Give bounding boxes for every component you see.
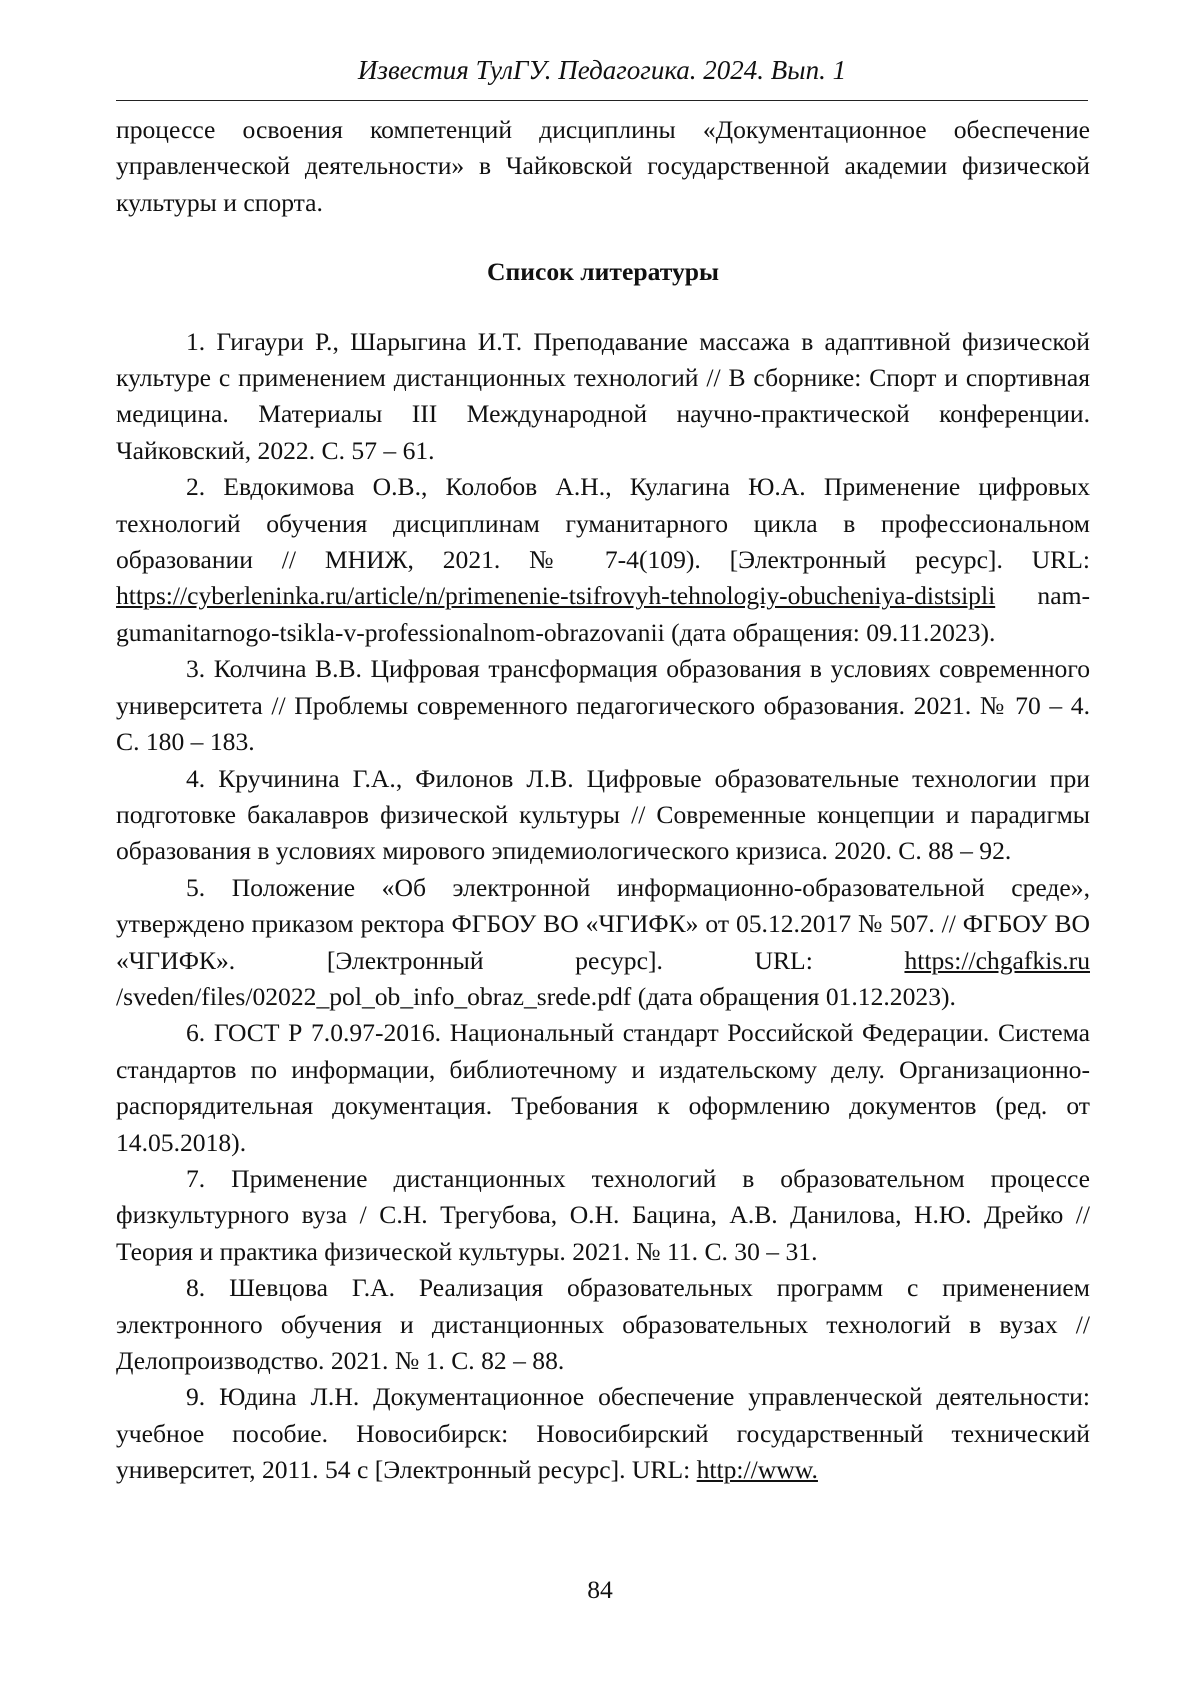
- reference-text: 7. Применение дистанционных технологий в образовательном процессе физкультурного вуза / С.Н. Трегубова, О.Н. Бацина, А.В. Данилова, Н.Ю. Дрейко // Теория и практика физической культуры. 2021. № 11. С. 30 – 31.: [116, 1163, 1090, 1266]
- reference-text: 9. Юдина Л.Н. Документационное обеспечение управленческой деятельности: учебное пособие. Новосибирск: Новосибирский государственный технический университет, 2011. 54 с [Электронный ресурс]. URL:: [116, 1382, 1090, 1485]
- reference-text-after: /sveden/files/02022_pol_ob_info_obraz_srede.pdf (дата обращения 01.12.2023).: [116, 981, 956, 1011]
- header-rule: [116, 100, 1088, 101]
- reference-link[interactable]: http://www.: [696, 1455, 818, 1485]
- reference-link[interactable]: https://chgafkis.ru: [904, 945, 1090, 975]
- reference-text-after: nam-gumanitarnogo-tsikla-v-professionalnom-obrazovanii (дата обращения: 09.11.2023).: [116, 581, 1090, 647]
- reference-text: 4. Кручинина Г.А., Филонов Л.В. Цифровые образовательные технологии при подготовке бакалавров физической культуры // Современные концепции и парадигмы образования в условиях мирового эпидемиологического кризиса. 2020. С. 88 – 92.: [116, 763, 1090, 866]
- reference-item-2: [116, 469, 1090, 651]
- reference-text: 2. Евдокимова О.В., Колобов А.Н., Кулагина Ю.А. Применение цифровых технологий обучения дисциплинам гуманитарного цикла в профессиональном образовании // МНИЖ, 2021. № 7-4(109). [Электронный ресурс]. URL:: [116, 472, 1090, 575]
- reference-text: 3. Колчина В.В. Цифровая трансформация образования в условиях современного университета // Проблемы современного педагогического образования. 2021. № 70 – 4. С. 180 – 183.: [116, 654, 1090, 757]
- reference-item-9: [116, 1379, 1090, 1488]
- reference-item-1: [116, 324, 1090, 470]
- reference-text: 6. ГОСТ Р 7.0.97-2016. Национальный стандарт Российской Федерации. Система стандартов по информации, библиотечному и издательскому делу. Организационно-распорядительная документация. Требования к оформлению документов (ред. от 14.05.2018).: [116, 1018, 1090, 1157]
- reference-item-7: [116, 1161, 1090, 1270]
- running-header: Известия ТулГУ. Педагогика. 2024. Вып. 1: [357, 55, 847, 85]
- reference-link[interactable]: https://cyberleninka.ru/article/n/primenenie-tsifrovyh-tehnologiy-obucheniya-distsipli: [116, 581, 996, 611]
- reference-text: 1. Гигаури Р., Шарыгина И.Т. Преподавание массажа в адаптивной физической культуре с применением дистанционных технологий // В сборнике: Спорт и спортивная медицина. Материалы III Международной научно-практической конференции. Чайковский, 2022. С. 57 – 61.: [116, 326, 1090, 465]
- reference-item-8: [116, 1270, 1090, 1379]
- reference-text: 8. Шевцова Г.А. Реализация образовательных программ с применением электронного обучения и дистанционных образовательных технологий в вузах // Делопроизводство. 2021. № 1. С. 82 – 88.: [116, 1273, 1090, 1375]
- reference-item-5: [116, 870, 1090, 1016]
- reference-text: 5. Положение «Об электронной информационно-образовательной среде», утверждено приказом ректора ФГБОУ ВО «ЧГИФК» от 05.12.2017 № 507. // ФГБОУ ВО «ЧГИФК». [Электронный ресурс]. URL:: [116, 872, 1090, 975]
- page-body: [116, 112, 1090, 1489]
- reference-item-4: [116, 761, 1090, 870]
- intro-paragraph: процессе освоения компетенций дисциплины «Документационное обеспечение управленческой деятельности» в Чайковской государственной академии физической культуры и спорта.: [116, 115, 1090, 217]
- references-title: Список литературы: [487, 257, 719, 287]
- reference-item-6: [116, 1015, 1090, 1161]
- page-number: 84: [587, 1575, 613, 1604]
- reference-item-3: [116, 651, 1090, 760]
